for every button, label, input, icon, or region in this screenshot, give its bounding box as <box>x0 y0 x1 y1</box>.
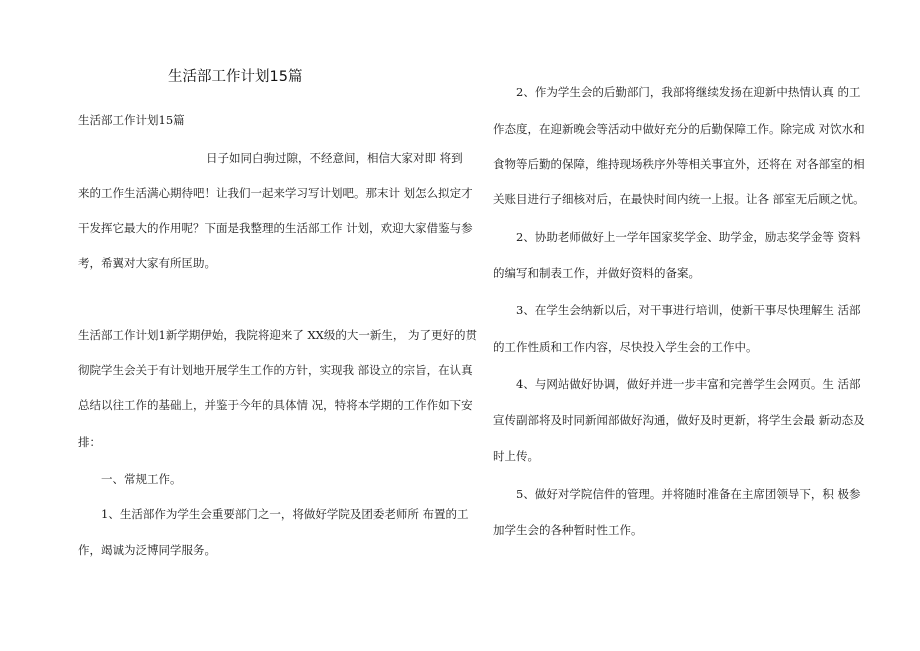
paragraph-line: 2、作为学生会的后勤部门，我部将继续发扬在迎新中热情认真 的工 <box>516 85 861 99</box>
paragraph-line: 干发挥它最大的作用呢？下面是我整理的生活部工作 计划，欢迎大家借鉴与参 <box>78 221 473 235</box>
paragraph-line: 作态度，在迎新晚会等活动中做好充分的后勤保障工作。除完成 对饮水和 <box>493 122 865 136</box>
paragraph-line: 1、生活部作为学生会重要部门之一，将做好学院及团委老师所 布置的工 <box>101 507 469 521</box>
paragraph-line: 时上传。 <box>493 449 539 463</box>
paragraph-line: 加学生会的各种暂时性工作。 <box>493 523 643 537</box>
paragraph-line: 宣传副部将及时同新闻部做好沟通，做好及时更新，将学生会最 新动态及 <box>493 413 865 427</box>
paragraph-line: 总结以往工作的基础上，并鉴于今年的具体情 况，特将本学期的工作作如下安 <box>78 398 473 412</box>
paragraph-line: 食物等后勤的保障，维持现场秩序外等相关事宜外，还将在 对各部室的相 <box>493 157 865 171</box>
paragraph-line: 2、协助老师做好上一学年国家奖学金、助学金，励志奖学金等 资料 <box>516 230 861 244</box>
paragraph-line: 彻院学生会关于有计划地开展学生工作的方针，实现我 部设立的宗旨，在认真 <box>78 363 473 377</box>
paragraph-line: 3、在学生会纳新以后，对干事进行培训，使新干事尽快理解生 活部 <box>516 303 861 317</box>
left-column <box>78 0 477 651</box>
paragraph-line: 考，希翼对大家有所匡助。 <box>78 256 216 270</box>
paragraph-line: 4、与网站做好协调，做好并进一步丰富和完善学生会网页。生 活部 <box>516 377 861 391</box>
right-column <box>493 0 865 651</box>
paragraph-line: 作，竭诚为泛博同学服务。 <box>78 543 216 557</box>
paragraph-line: 日子如同白驹过隙，不经意间，相信大家对即 将到 <box>206 151 463 165</box>
document-subtitle: 生活部工作计划15篇 <box>78 113 185 127</box>
document-title: 生活部工作计划15篇 <box>168 69 303 85</box>
paragraph-line: 来的工作生活满心期待吧！让我们一起来学习写计划吧。那末计 划怎么拟定才 <box>78 186 473 200</box>
paragraph-line: 排： <box>78 435 101 449</box>
section-heading: 一、常规工作。 <box>101 472 182 486</box>
paragraph-line: 关账目进行子细核对后，在最快时间内统一上报。让各 部室无后顾之忧。 <box>493 192 865 206</box>
paragraph-line: 5、做好对学院信件的管理。并将随时准备在主席团领导下，积 极参 <box>516 487 861 501</box>
paragraph-line: 的编写和制表工作，并做好资料的备案。 <box>493 266 700 280</box>
paragraph-line: 生活部工作计划1新学期伊始，我院将迎来了 XX级的大一新生， 为了更好的贯 <box>78 328 477 342</box>
paragraph-line: 的工作性质和工作内容，尽快投入学生会的工作中。 <box>493 340 758 354</box>
